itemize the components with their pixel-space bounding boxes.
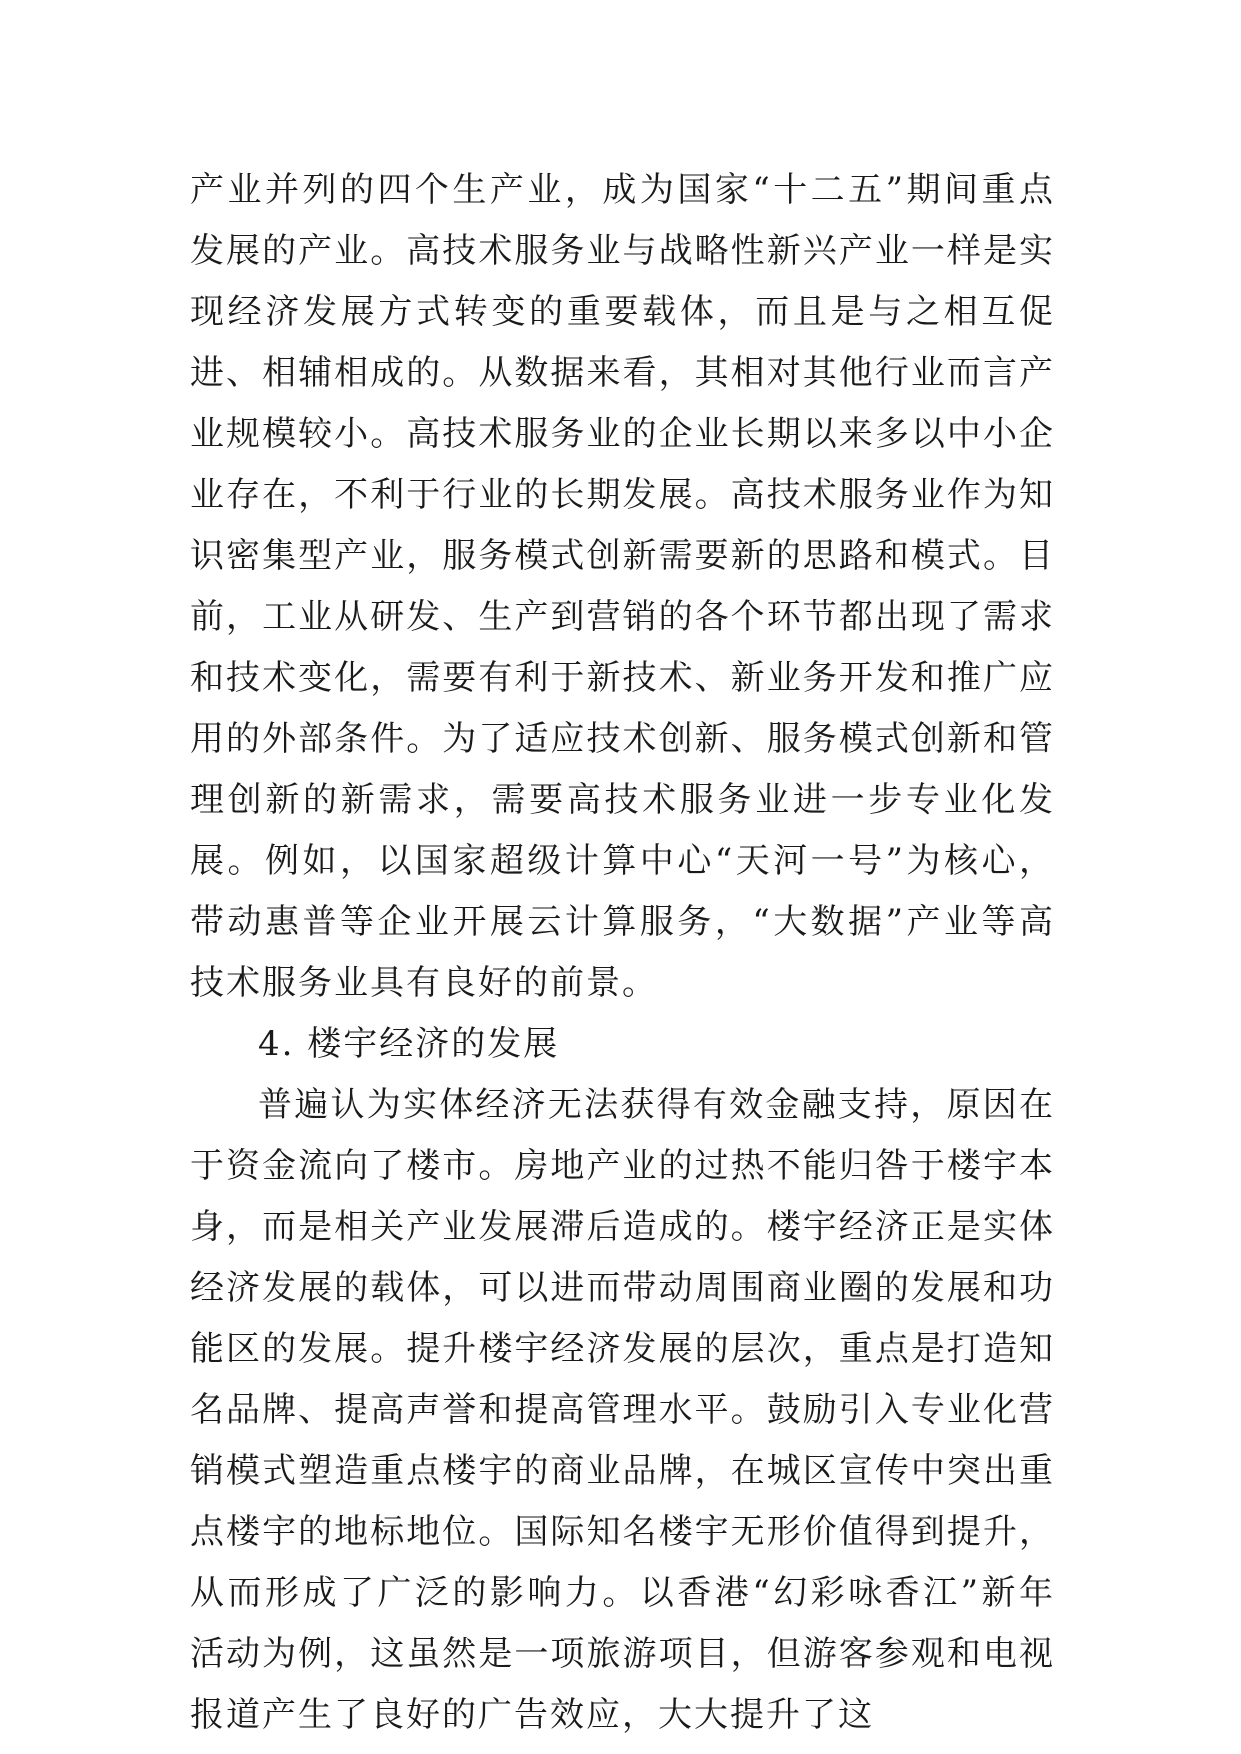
paragraph-high-tech-services: 产业并列的四个生产业，成为国家“十二五”期间重点发展的产业。高技术服务业与战略性新兴产业一样是实现经济发展方式转变的重要载体，而且是与之相互促进、相辅相成的。从数据来看，其相对其他行业而言产业规模较小。高技术服务业的企业长期以来多以中小企业存在，不利于行业的长期发展。高技术服务业作为知识密集型产业，服务模式创新需要新的思路和模式。目前，工业从研发、生产到营销的各个环节都出现了需求和技术变化，需要有利于新技术、新业务开发和推广应用的外部条件。为了适应技术创新、服务模式创新和管理创新的新需求，需要高技术服务业进一步专业化发展。例如，以国家超级计算中心“天河一号”为核心，带动惠普等企业开展云计算服务，“大数据”产业等高技术服务业具有良好的前景。 [190, 170, 1055, 1003]
document-body [190, 160, 1055, 1746]
paragraph-building-economy: 普遍认为实体经济无法获得有效金融支持，原因在于资金流向了楼市。房地产业的过热不能归咎于楼宇本身，而是相关产业发展滞后造成的。楼宇经济正是实体经济发展的载体，可以进而带动周围商业圈的发展和功能区的发展。提升楼宇经济发展的层次，重点是打造知名品牌、提高声誉和提高管理水平。鼓励引入专业化营销模式塑造重点楼宇的商业品牌，在城区宣传中突出重点楼宇的地标地位。国际知名楼宇无形价值得到提升，从而形成了广泛的影响力。以香港“幻彩咏香江”新年活动为例，这虽然是一项旅游项目，但游客参观和电视报道产生了良好的广告效应，大大提升了这 [190, 1085, 1055, 1735]
section-heading-building-economy: 4. 楼宇经济的发展 [258, 1024, 560, 1064]
